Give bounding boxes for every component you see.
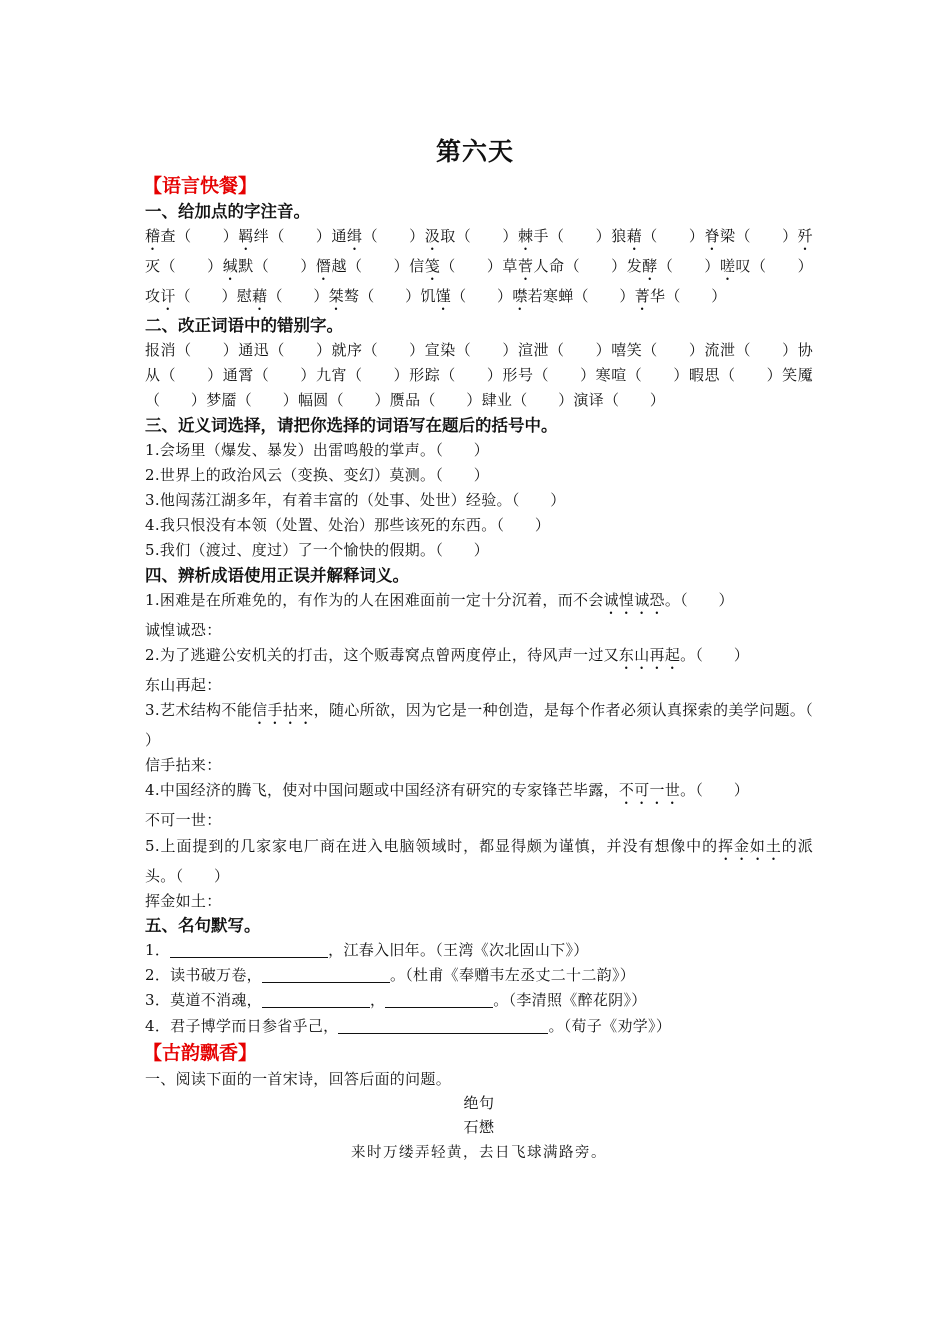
- question-text: 4.中国经济的腾飞，使对中国问题或中国经济有研究的专家锋芒毕露，: [145, 781, 619, 800]
- idiom-definition-label: 挥金如土：: [145, 891, 222, 910]
- idiom-definition-label: 诚惶诚恐：: [145, 620, 222, 639]
- item-text: 通: [331, 227, 348, 245]
- pinyin-item: [331, 227, 424, 245]
- emphasized-char: 嗟: [719, 257, 736, 275]
- answer-parentheses: 取（ ）: [440, 227, 518, 245]
- answer-parentheses: （ ）: [451, 287, 513, 305]
- answer-parentheses: 查（ ）: [160, 227, 239, 245]
- pinyin-item: [512, 287, 634, 305]
- answer-parentheses: （ ）: [362, 227, 425, 245]
- answer-parentheses: 绊（ ）: [253, 227, 332, 245]
- page-title: 第六天: [435, 137, 514, 166]
- pinyin-item: [518, 227, 611, 245]
- answer-parentheses: （ ）: [175, 287, 237, 305]
- recitation-item: [145, 1014, 813, 1039]
- recitation-item: [145, 963, 813, 988]
- synonym-question: 4.我只恨没有本领（处置、处治）那些该死的东西。（ ）: [145, 516, 551, 535]
- question-text: ，随心所欲，因为它是一种创造，是每个作者必须认真探索的美学问题。（ ）: [145, 701, 844, 750]
- question-text: 。（ ）: [664, 590, 734, 609]
- emphasized-char: 噤: [512, 287, 528, 305]
- idiom-emphasis: 诚惶诚恐: [603, 590, 665, 609]
- pinyin-item: [611, 227, 704, 245]
- answer-parentheses: （ ）: [440, 257, 503, 275]
- emphasized-char: 藉: [252, 287, 268, 305]
- item-text: 慰: [236, 287, 253, 305]
- answer-parentheses: （ ）: [642, 227, 705, 245]
- emphasized-char: 酵: [642, 257, 658, 275]
- synonym-question: 1.会场里（爆发、暴发）出雷鸣般的掌声。（ ）: [145, 440, 490, 459]
- emphasized-char: 缉: [347, 227, 363, 245]
- synonym-question: 2.世界上的政治风云（变换、变幻）莫测。（ ）: [145, 465, 490, 484]
- question-text: 。（ ）: [680, 645, 750, 664]
- idiom-emphasis: 信手拈来: [252, 701, 314, 720]
- emphasized-char: 笺: [424, 257, 441, 275]
- idiom-question: [145, 834, 813, 889]
- emphasized-char: 羁: [238, 227, 254, 245]
- pinyin-item: [635, 287, 727, 305]
- question-text: 5.上面提到的几家家电厂商在进入电脑领域时，都显得颇为谨慎，并没有想像中的: [145, 836, 719, 855]
- idiom-question: [145, 698, 844, 753]
- section-3-heading: 三、近义词选择，请把你选择的词语写在题后的括号中。: [145, 415, 558, 435]
- emphasized-char: 菅: [517, 257, 534, 275]
- pinyin-item: [237, 287, 329, 305]
- item-text: 发: [626, 257, 643, 275]
- item-text: 。（李清照《醉花阴》）: [493, 991, 647, 1010]
- answer-parentheses: 骜（ ）: [343, 287, 421, 305]
- pinyin-item: [238, 227, 331, 245]
- item-text: 狼: [611, 227, 627, 245]
- poem-author: 石懋: [463, 1117, 495, 1136]
- answer-blank[interactable]: [262, 991, 370, 1008]
- idiom-emphasis: 不可一世: [618, 781, 681, 800]
- item-text: 3．莫道不消魂，: [145, 991, 262, 1010]
- answer-blank[interactable]: [338, 1017, 548, 1034]
- answer-parentheses: 若寒蝉（ ）: [527, 287, 635, 305]
- answer-blank[interactable]: [385, 991, 493, 1008]
- answer-parentheses: 灭（ ）: [145, 257, 223, 275]
- pinyin-item: [420, 287, 512, 305]
- answer-parentheses: 梁（ ）: [719, 227, 798, 245]
- emphasized-char: 藉: [626, 227, 643, 245]
- pinyin-item: [425, 227, 518, 245]
- item-text: 信: [409, 257, 425, 275]
- emphasized-char: 歼: [797, 227, 813, 245]
- pinyin-item: [502, 257, 626, 275]
- pinyin-item: [223, 257, 316, 275]
- pinyin-item: [316, 257, 409, 275]
- emphasized-char: 桀: [328, 287, 344, 305]
- section-2-heading: 二、改正词语中的错别字。: [145, 316, 343, 335]
- pinyin-item: [145, 287, 237, 305]
- pinyin-item: [409, 257, 502, 275]
- idiom-question: [145, 778, 813, 808]
- answer-blank[interactable]: [170, 941, 328, 958]
- emphasized-char: 菁: [634, 287, 651, 305]
- idiom-definition-label: 信手拈来：: [145, 756, 222, 775]
- question-text: 的派头。（ ）: [145, 836, 813, 885]
- idiom-emphasis: 东山再起: [618, 645, 681, 664]
- typo-exercise: 报消（ ）通迅（ ）就序（ ）宣染（ ）渲泄（ ）嘻笑（ ）流泄（ ）协从（ ）通霄（ ）九宵（ ）形踪（ ）形号（ ）寒喧（ ）暇思（ ）笑魇（ ）梦靥（ ）幅圆（ ）赝品（ ）肆业（ ）演译（ ）: [145, 341, 813, 410]
- recitation-item: [145, 938, 813, 963]
- idiom-definition-label: 不可一世：: [145, 811, 222, 830]
- item-number: 1．: [145, 941, 171, 960]
- section-banner-language: 【语言快餐】: [143, 175, 258, 197]
- idiom-question: [145, 643, 813, 673]
- emphasized-char: 汲: [424, 227, 441, 245]
- question-text: 3.艺术结构不能: [145, 701, 253, 720]
- item-text: ，: [369, 991, 386, 1010]
- pinyin-item: [329, 287, 421, 305]
- item-text: ，江春入旧年。（王湾《次北固山下》）: [328, 941, 589, 960]
- pinyin-item: [627, 257, 720, 275]
- question-text: 。（ ）: [680, 781, 750, 800]
- item-text: 2．读书破万卷，: [145, 966, 262, 985]
- answer-parentheses: 人命（ ）: [533, 257, 627, 275]
- emphasized-char: 稽: [145, 227, 161, 245]
- answer-parentheses: 越（ ）: [331, 257, 410, 275]
- pinyin-item: [720, 257, 813, 275]
- emphasized-char: 棘: [517, 227, 534, 245]
- emphasized-char: 缄: [222, 257, 239, 275]
- synonym-question: 3.他闯荡江湖多年，有着丰富的（处事、处世）经验。（ ）: [145, 491, 566, 510]
- idiom-emphasis: 挥金如土: [718, 836, 782, 855]
- question-text: 1.困难是在所难免的，有作为的人在困难面前一定十分沉着，而不会: [145, 590, 604, 609]
- answer-parentheses: 默（ ）: [238, 257, 316, 275]
- answer-parentheses: （ ）: [267, 287, 329, 305]
- item-text: 草: [502, 257, 518, 275]
- pinyin-exercise: [145, 224, 813, 314]
- emphasized-char: 馑: [435, 287, 452, 305]
- answer-parentheses: 华（ ）: [650, 287, 727, 305]
- answer-blank[interactable]: [262, 966, 390, 983]
- section-banner-poetry: 【古韵飘香】: [143, 1041, 258, 1064]
- answer-parentheses: （ ）: [657, 257, 720, 275]
- emphasized-char: 脊: [704, 227, 720, 245]
- recitation-item: [145, 988, 813, 1013]
- idiom-definition-label: 东山再起：: [145, 675, 222, 694]
- idiom-question: [145, 588, 813, 618]
- poetry-intro: 一、阅读下面的一首宋诗，回答后面的问题。: [145, 1069, 452, 1088]
- content-body: [143, 172, 844, 1165]
- pinyin-item: [145, 227, 238, 245]
- synonym-question: 5.我们（渡过、度过）了一个愉快的假期。（ ）: [145, 541, 490, 560]
- item-text: 。（杜甫《奉赠韦左丞丈二十二韵》）: [389, 966, 636, 985]
- pinyin-item: [704, 227, 797, 245]
- answer-parentheses: 叹（ ）: [735, 257, 813, 275]
- section-5-heading: 五、名句默写。: [145, 916, 261, 936]
- section-4-heading: 四、辨析成语使用正误并解释词义。: [145, 565, 409, 585]
- section-1-heading: 一、给加点的字注音。: [145, 202, 310, 221]
- question-text: 2.为了逃避公安机关的打击，这个贩毒窝点曾两度停止，待风声一过又: [145, 645, 619, 664]
- poem-line: 来时万缕弄轻黄，去日飞球满路旁。: [351, 1144, 607, 1161]
- item-text: 4．君子博学而日参省乎己，: [145, 1016, 339, 1035]
- poem-title: 绝句: [463, 1093, 495, 1112]
- item-text: 饥: [420, 287, 436, 305]
- item-text: 攻: [145, 287, 161, 305]
- item-text: 。（荀子《劝学》）: [548, 1016, 672, 1035]
- answer-parentheses: 手（ ）: [533, 227, 612, 245]
- emphasized-char: 讦: [160, 287, 176, 305]
- emphasized-char: 僭: [315, 257, 332, 275]
